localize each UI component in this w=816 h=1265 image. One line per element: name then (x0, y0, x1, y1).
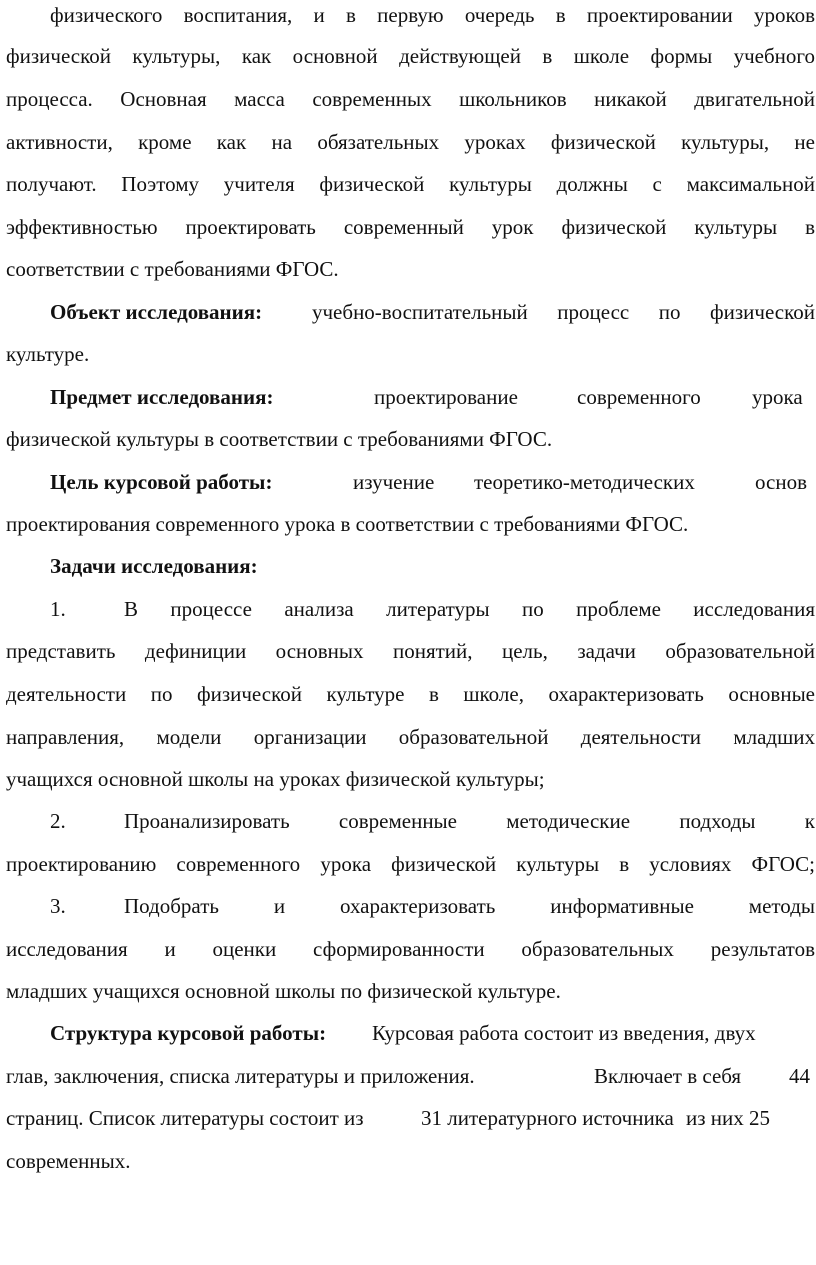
object-label-text: Объект исследования: (50, 300, 263, 324)
intro-line-3: процесса. Основная масса современных школьников никакой двигательной (6, 87, 815, 111)
task-2-first-line: Проанализировать современные методические подходы к (124, 809, 815, 833)
object-cont: культуре. (6, 342, 90, 366)
goal-label: Цель курсовой работы: (50, 470, 273, 494)
structure-label: Структура курсовой работы: (50, 1021, 327, 1045)
task-3-first-line: Подобрать и охарактеризовать информативные методы (124, 894, 815, 918)
task-3-number: 3. (50, 894, 66, 918)
intro-line-5: получают. Поэтому учителя физической культуры должны с максимальной (6, 172, 815, 196)
task-2-line-2: проектированию современного урока физической культуры в условиях ФГОС; (6, 852, 815, 876)
task-1-line-3: деятельности по физической культуре в школе, охарактеризовать основные (6, 682, 815, 706)
goal-word-1: изучение (353, 470, 435, 494)
subject-word-2: современного (577, 385, 701, 409)
structure-text-1: Курсовая работа состоит из введения, двух (372, 1021, 756, 1045)
task-2-number: 2. (50, 809, 66, 833)
task-1-line-4: направления, модели организации образовательной деятельности младших (6, 725, 815, 749)
task-1-line-2: представить дефиниции основных понятий, цель, задачи образовательной (6, 639, 815, 663)
object-text: учебно-воспитательный процесс по физической (312, 300, 815, 324)
goal-word-3: основ (755, 470, 807, 494)
task-3-line-3: младших учащихся основной школы по физической культуре. (6, 979, 561, 1003)
goal-word-2: теоретико-методических (474, 470, 695, 494)
task-1-line-5: учащихся основной школы на уроках физической культуры; (6, 767, 545, 791)
structure-line-2b: Включает в себя (594, 1064, 742, 1088)
subject-label: Предмет исследования: (50, 385, 274, 409)
goal-cont: проектирования современного урока в соответствии с требованиями ФГОС. (6, 512, 689, 536)
intro-line-7: соответствии с требованиями ФГОС. (6, 257, 339, 281)
task-1-first-line: В процессе анализа литературы по проблеме исследования (124, 597, 815, 621)
intro-line-1: физического воспитания, и в первую очередь в проектировании уроков (50, 3, 815, 27)
task-1-number: 1. (50, 597, 66, 621)
subject-word-3: урока (752, 385, 803, 409)
structure-line-4: современных. (6, 1149, 131, 1173)
subject-cont: физической культуры в соответствии с требованиями ФГОС. (6, 427, 553, 451)
intro-line-6: эффективностью проектировать современный урок физической культуры в (6, 215, 815, 239)
structure-line-3c: из них 25 (686, 1106, 771, 1130)
subject-word-1: проектирование (374, 385, 518, 409)
structure-line-3b: 31 литературного источника (421, 1106, 674, 1130)
task-3-line-2: исследования и оценки сформированности образовательных результатов (6, 937, 815, 961)
structure-line-2c: 44 (789, 1064, 810, 1088)
structure-line-3a: страниц. Список литературы состоит из (6, 1106, 364, 1130)
tasks-heading: Задачи исследования: (50, 554, 258, 578)
intro-line-2: физической культуры, как основной действующей в школе формы учебного (6, 44, 815, 68)
structure-line-2a: глав, заключения, списка литературы и приложения. (6, 1064, 475, 1088)
intro-line-4: активности, кроме как на обязательных уроках физической культуры, не (6, 130, 815, 154)
object-label (50, 297, 262, 327)
